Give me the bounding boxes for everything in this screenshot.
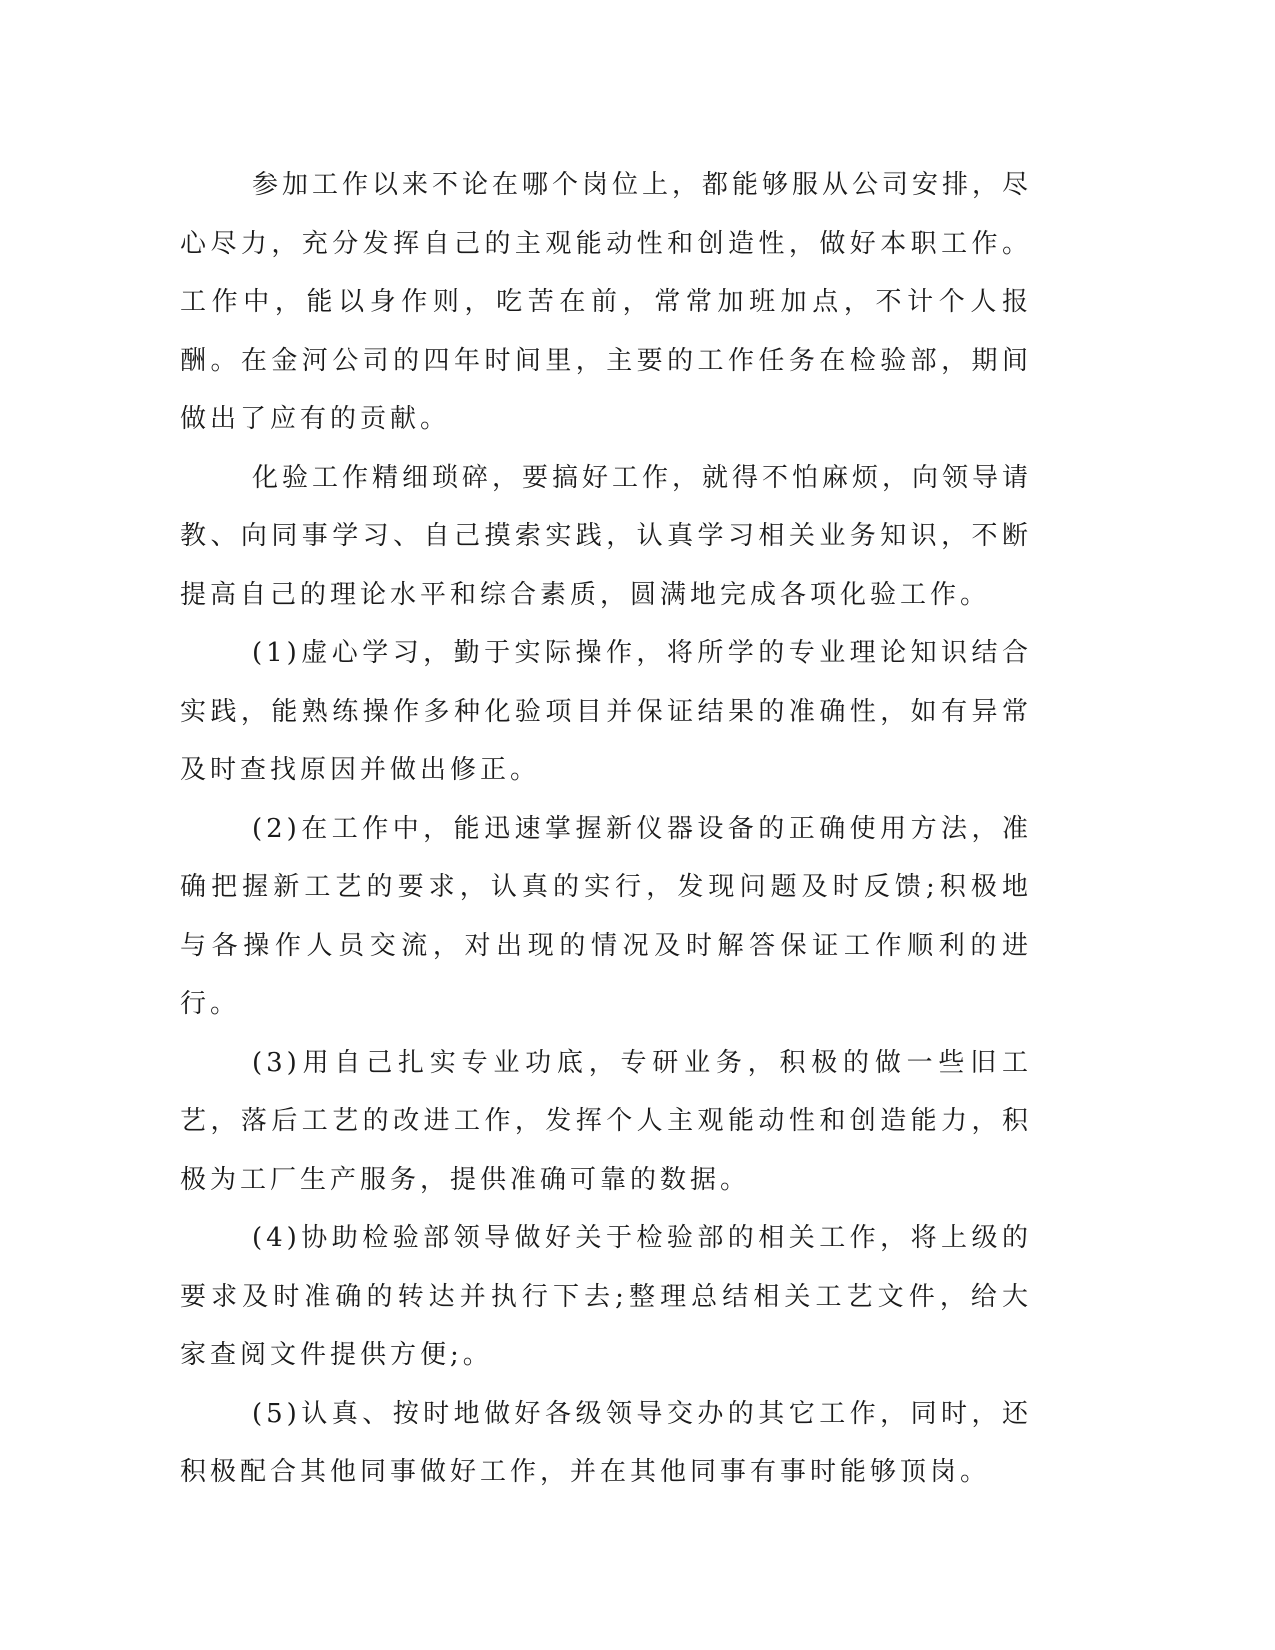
paragraph-item-1: (1)虚心学习，勤于实际操作，将所学的专业理论知识结合实践，能熟练操作多种化验项目并保证结果的准确性，如有异常及时查找原因并做出修正。 (180, 638, 1032, 785)
paragraph-item-2: (2)在工作中，能迅速掌握新仪器设备的正确使用方法，准确把握新工艺的要求，认真的实行，发现问题及时反馈;积极地与各操作人员交流，对出现的情况及时解答保证工作顺利的进行。 (180, 813, 1032, 1019)
paragraph-item-5: (5)认真、按时地做好各级领导交办的其它工作，同时，还积极配合其他同事做好工作，并在其他同事有事时能够顶岗。 (180, 1398, 1032, 1487)
paragraph-lab-work: 化验工作精细琐碎，要搞好工作，就得不怕麻烦，向领导请教、向同事学习、自己摸索实践，认真学习相关业务知识，不断提高自己的理论水平和综合素质，圆满地完成各项化验工作。 (180, 462, 1033, 610)
paragraph-intro: 参加工作以来不论在哪个岗位上，都能够服从公司安排，尽心尽力，充分发挥自己的主观能动性和创造性，做好本职工作。工作中，能以身作则，吃苦在前，常常加班加点，不计个人报酬。在金河公司的四年时间里，主要的工作任务在检验部，期间做出了应有的贡献。 (180, 170, 1033, 434)
paragraph-item-4: (4)协助检验部领导做好关于检验部的相关工作，将上级的要求及时准确的转达并执行下去;整理总结相关工艺文件，给大家查阅文件提供方便;。 (180, 1223, 1032, 1370)
paragraph-item-3: (3)用自己扎实专业功底，专研业务，积极的做一些旧工艺，落后工艺的改进工作，发挥个人主观能动性和创造能力，积极为工厂生产服务，提供准确可靠的数据。 (180, 1047, 1032, 1195)
document-body (180, 156, 1032, 1502)
